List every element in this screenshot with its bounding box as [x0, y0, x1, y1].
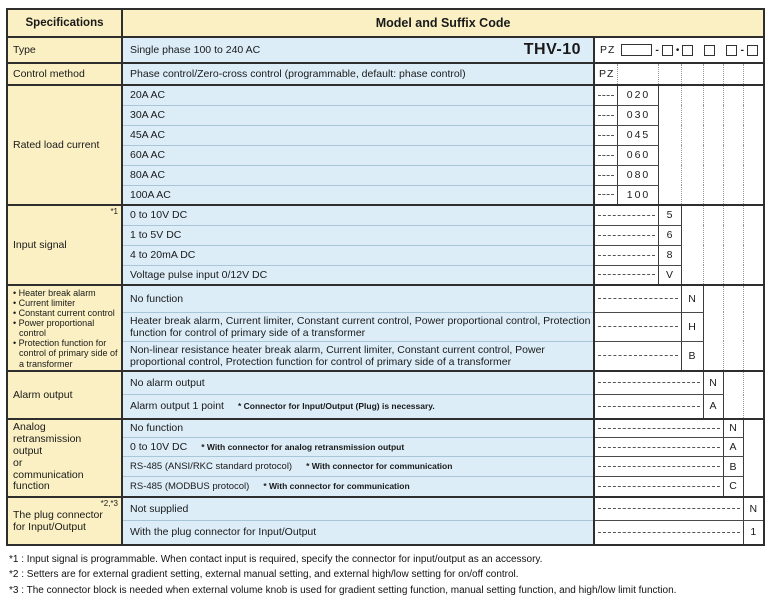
wide-box-glyph [621, 44, 652, 56]
desc-text: 1 to 5V DC [130, 228, 182, 241]
leader-line-cell [594, 245, 658, 265]
guide-cell [703, 125, 723, 145]
leader-dashes [598, 447, 720, 448]
guide-cell [681, 225, 703, 245]
desc-text: 30A AC [130, 108, 166, 121]
footnote-3: *3 : The connector block is needed when external volume knob is used for gradient setting function, manual setting function, and high/low limit function. [9, 584, 677, 596]
desc-cell [122, 245, 594, 265]
leader-line-cell [594, 85, 617, 105]
code-value: A [723, 438, 743, 457]
leader-line-cell [594, 521, 743, 545]
guide-cell [658, 185, 681, 205]
table-header-row [7, 9, 764, 37]
code-prefix-text: PZ [600, 44, 616, 56]
guide-cell [723, 205, 743, 225]
guide-cell [681, 265, 703, 285]
model-number: THV-10 [523, 40, 581, 58]
desc-cell [122, 312, 594, 341]
leader-dashes [598, 382, 700, 383]
leader-dashes [598, 175, 614, 176]
guide-cell [681, 205, 703, 225]
guide-cell [658, 63, 681, 85]
code-value: N [681, 285, 703, 312]
desc-cell [122, 341, 594, 370]
leader-line-cell [594, 285, 681, 312]
guide-cell [703, 205, 723, 225]
code-pattern-cell [594, 37, 764, 63]
leader-line-cell [594, 371, 703, 395]
guide-cell [723, 225, 743, 245]
desc-cell [122, 395, 594, 419]
model-suffix-header: Model and Suffix Code [122, 9, 764, 37]
guide-cell [658, 165, 681, 185]
desc-cell [122, 497, 594, 521]
guide-cell [743, 225, 764, 245]
spec-label-input-signal: *1 Input signal [7, 205, 122, 285]
code-pattern [600, 44, 763, 56]
control-method-row [7, 63, 764, 85]
bullet-item: • Heater break alarm [13, 288, 96, 298]
guide-cell [703, 63, 723, 85]
guide-cell [723, 285, 743, 312]
table-row-alarm-output [7, 371, 764, 395]
guide-cell [681, 63, 703, 85]
desc-text: RS-485 (MODBUS protocol) [130, 480, 250, 492]
desc-text: Heater break alarm, Current limiter, Constant current control, Power proportional control, Protection function for control of primary side of a transformer [130, 314, 591, 339]
desc-text: 100A AC [130, 188, 171, 201]
leader-dashes [598, 355, 678, 356]
guide-cell [743, 371, 764, 395]
guide-cell [743, 125, 764, 145]
leader-dashes [598, 466, 720, 467]
guide-cell [703, 185, 723, 205]
small-box-glyph [704, 45, 715, 56]
guide-cell [681, 105, 703, 125]
guide-cell [743, 165, 764, 185]
code-value: 020 [617, 85, 658, 105]
guide-cell [703, 145, 723, 165]
guide-cell [681, 165, 703, 185]
desc-cell [122, 438, 594, 457]
small-box-glyph [682, 45, 693, 56]
desc-cell [122, 457, 594, 477]
guide-cell [743, 205, 764, 225]
table-row-plug-connector [7, 497, 764, 521]
multiline-label: Analog retransmission output or communication function [13, 420, 84, 493]
leader-line-cell [594, 145, 617, 165]
code-value: 045 [617, 125, 658, 145]
code-value: 060 [617, 145, 658, 165]
code-value: 100 [617, 185, 658, 205]
desc-note: * With connector for analog retransmission output [201, 442, 405, 453]
leader-dashes [598, 135, 614, 136]
desc-text: 0 to 10V DC [130, 209, 188, 222]
guide-cell [617, 63, 658, 85]
desc-note: * Connector for Input/Output (Plug) is necessary. [237, 401, 435, 412]
leader-line-cell [594, 105, 617, 125]
spec-label-rated-load-current: Rated load current [7, 85, 122, 205]
guide-cell [723, 165, 743, 185]
guide-cell [681, 245, 703, 265]
bullet-list [13, 288, 118, 369]
leader-line-cell [594, 497, 743, 521]
guide-cell [743, 477, 764, 497]
guide-cell [723, 245, 743, 265]
bullet-item: • Power proportional control [13, 318, 95, 339]
guide-cell [703, 105, 723, 125]
spec-label-type: Type [7, 37, 122, 63]
spec-label-plug-connector: *2,*3 The plug connector for Input/Output [7, 497, 122, 545]
control-method-desc: Phase control/Zero-cross control (programmable, default: phase control) [122, 63, 594, 85]
desc-note: * With connector for communication [306, 461, 453, 472]
leader-line-cell [594, 205, 658, 225]
guide-cell [723, 265, 743, 285]
leader-line-cell [594, 438, 723, 457]
desc-cell [122, 285, 594, 312]
desc-note: * With connector for communication [263, 480, 410, 491]
code-value: B [723, 457, 743, 477]
guide-cell [658, 145, 681, 165]
leader-line-cell [594, 341, 681, 370]
leader-dashes [598, 298, 678, 299]
desc-text: Non-linear resistance heater break alarm, Current limiter, Constant current control, Power proportional control, Protection function for control of primary side of a transformer [130, 343, 545, 368]
leader-dashes [598, 486, 720, 487]
leader-line-cell [594, 225, 658, 245]
footnote-marker: *1 [110, 207, 118, 216]
guide-cell [723, 312, 743, 341]
guide-cell [723, 395, 743, 419]
guide-cell [681, 125, 703, 145]
guide-cell [658, 125, 681, 145]
guide-cell [743, 145, 764, 165]
guide-cell [743, 245, 764, 265]
guide-cell [743, 105, 764, 125]
desc-text: With the plug connector for Input/Output [130, 526, 317, 539]
dash-glyph: - [655, 44, 659, 56]
leader-dashes [598, 194, 614, 195]
spec-label-analog-or-communication [7, 419, 122, 497]
leader-line-cell [594, 477, 723, 497]
leader-line-cell [594, 457, 723, 477]
footnote-1: *1 : Input signal is programmable. When contact input is required, specify the connector for input/output as an accessory. [9, 553, 543, 565]
desc-text: Alarm output 1 point [130, 400, 224, 413]
guide-cell [743, 438, 764, 457]
guide-cell [658, 85, 681, 105]
desc-cell [122, 165, 594, 185]
desc-cell [122, 125, 594, 145]
guide-cell [743, 419, 764, 438]
leader-line-cell [594, 312, 681, 341]
dot-glyph: • [675, 44, 680, 56]
guide-cell [743, 85, 764, 105]
guide-cell [703, 312, 723, 341]
guide-cell [743, 457, 764, 477]
leader-dashes [598, 532, 740, 533]
code-value: 6 [658, 225, 681, 245]
desc-text: 0 to 10V DC [130, 441, 188, 454]
spec-label-function-options [7, 285, 122, 371]
leader-dashes [598, 428, 720, 429]
desc-cell [122, 265, 594, 285]
code-value: V [658, 265, 681, 285]
desc-cell [122, 105, 594, 125]
desc-text: 4 to 20mA DC [130, 248, 196, 261]
guide-cell [723, 341, 743, 370]
desc-cell [122, 85, 594, 105]
leader-dashes [598, 406, 700, 407]
small-box-glyph [726, 45, 737, 56]
guide-cell [681, 145, 703, 165]
desc-cell [122, 145, 594, 165]
guide-cell [703, 85, 723, 105]
guide-cell [658, 105, 681, 125]
guide-cell [703, 341, 723, 370]
guide-cell [723, 105, 743, 125]
guide-cell [743, 63, 764, 85]
code-value: A [703, 395, 723, 419]
small-box-glyph [662, 45, 673, 56]
leader-line-cell [594, 125, 617, 145]
desc-text: No function [130, 292, 184, 305]
code-value: H [681, 312, 703, 341]
code-value: 080 [617, 165, 658, 185]
footnote-marker: *2,*3 [100, 498, 118, 508]
code-value: 5 [658, 205, 681, 225]
guide-cell [723, 145, 743, 165]
leader-dashes [598, 255, 655, 256]
desc-cell [122, 371, 594, 395]
type-desc-cell [122, 37, 594, 63]
guide-cell [703, 265, 723, 285]
desc-text: Not supplied [130, 502, 189, 515]
leader-line-cell [594, 395, 703, 419]
type-row [7, 37, 764, 63]
code-value: B [681, 341, 703, 370]
guide-cell [723, 125, 743, 145]
leader-dashes [598, 326, 678, 327]
desc-text: 45A AC [130, 128, 166, 141]
leader-dashes [598, 115, 614, 116]
leader-dashes [598, 274, 655, 275]
footnote-2: *2 : Setters are for external gradient setting, external manual setting, and external high/low setting for on/off control. [9, 569, 519, 581]
table-row-input-signal [7, 205, 764, 225]
guide-cell [703, 165, 723, 185]
desc-text: 20A AC [130, 89, 166, 102]
desc-text: 60A AC [130, 148, 166, 161]
desc-cell [122, 205, 594, 225]
table-row-rated-load-current [7, 85, 764, 105]
model-suffix-table [6, 8, 765, 546]
desc-cell [122, 225, 594, 245]
leader-dashes [598, 215, 655, 216]
guide-cell [723, 85, 743, 105]
leader-line-cell [594, 419, 723, 438]
leader-line-cell [594, 185, 617, 205]
code-prefix-pz: PZ [594, 63, 617, 85]
guide-cell [723, 185, 743, 205]
type-desc-text: Single phase 100 to 240 AC [130, 43, 261, 56]
desc-cell [122, 419, 594, 438]
guide-cell [703, 285, 723, 312]
desc-cell [122, 521, 594, 545]
leader-dashes [598, 235, 655, 236]
desc-text: No alarm output [130, 376, 205, 389]
guide-cell [703, 245, 723, 265]
bullet-item: • Current limiter [13, 298, 76, 309]
leader-line-cell [594, 265, 658, 285]
guide-cell [723, 63, 743, 85]
guide-cell [743, 185, 764, 205]
dash-glyph: - [740, 44, 744, 56]
table-row-function-options [7, 285, 764, 312]
leader-line-cell [594, 165, 617, 185]
bullet-item: • Constant current control [13, 308, 115, 319]
desc-text: 80A AC [130, 168, 166, 181]
guide-cell [681, 85, 703, 105]
leader-dashes [598, 95, 614, 96]
code-value: 1 [743, 521, 764, 545]
spec-label-control-method: Control method [7, 63, 122, 85]
desc-cell [122, 185, 594, 205]
table-row-analog-or-communication [7, 419, 764, 438]
desc-text: Voltage pulse input 0/12V DC [130, 268, 268, 281]
guide-cell [743, 285, 764, 312]
leader-dashes [598, 508, 740, 509]
guide-cell [743, 265, 764, 285]
code-value: 8 [658, 245, 681, 265]
code-value: N [723, 419, 743, 438]
code-value: C [723, 477, 743, 497]
code-value: N [743, 497, 764, 521]
code-value: 030 [617, 105, 658, 125]
guide-cell [703, 225, 723, 245]
guide-cell [743, 395, 764, 419]
footnotes [6, 546, 763, 599]
desc-text: No function [130, 422, 184, 435]
spec-label-alarm-output: Alarm output [7, 371, 122, 419]
guide-cell [743, 341, 764, 370]
code-value: N [703, 371, 723, 395]
bullet-item: • Protection function for control of primary side of a transformer [13, 338, 118, 369]
guide-cell [743, 312, 764, 341]
guide-cell [681, 185, 703, 205]
leader-dashes [598, 155, 614, 156]
small-box-glyph [747, 45, 758, 56]
desc-cell [122, 477, 594, 497]
specifications-header: Specifications [7, 9, 122, 37]
guide-cell [723, 371, 743, 395]
desc-text: RS-485 (ANSI/RKC standard protocol) [130, 461, 293, 473]
